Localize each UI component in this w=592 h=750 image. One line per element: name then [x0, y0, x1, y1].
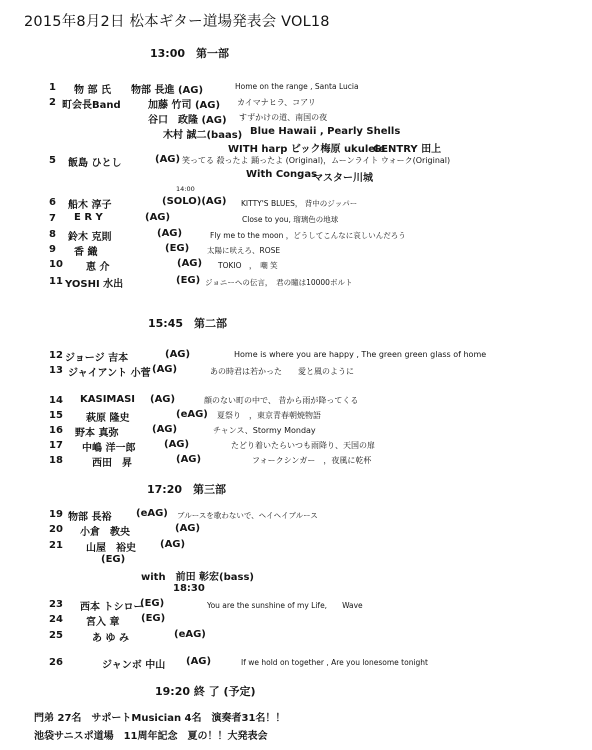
entry-performer: WITH harp ビック梅原 ukulele [228, 144, 386, 155]
entry-number: 17 [49, 440, 63, 451]
entry-performer: (AG) [150, 394, 176, 405]
entry-name: 物部 長裕 [68, 512, 112, 523]
entry-name: KASIMASI [80, 394, 136, 405]
entry-number: 14 [49, 395, 63, 406]
entry-performer: With Congas [246, 169, 318, 180]
entry-performer: (AG) [145, 212, 171, 223]
entry-name: 香 織 [74, 247, 98, 258]
entry-name: 鈴木 克則 [68, 232, 112, 243]
entry-name: ジャンボ 中山 [102, 660, 166, 671]
entry-performer: (AG) [152, 364, 178, 375]
entry-number: 19 [49, 509, 63, 520]
entry-performer: (eAG) [136, 508, 168, 519]
entry-performer: 木村 誠二(baas) [163, 130, 243, 141]
entry-songs: 太陽に吠えろ、ROSE [207, 246, 281, 255]
entry-number: 7 [49, 213, 56, 224]
entry-name: ジョージ 吉本 [65, 353, 129, 364]
entry-songs: TOKIO ， 嘲 笑 [218, 261, 278, 270]
entry-name: YOSHI 水出 [65, 279, 124, 290]
entry-number: 21 [49, 540, 63, 551]
entry-number: 18 [49, 455, 63, 466]
entry-performer: (EG) [101, 554, 126, 565]
entry-performer: 加藤 竹司 (AG) [148, 100, 221, 111]
entry-name: 萩原 隆史 [86, 413, 130, 424]
entry-name: 船木 淳子 [68, 200, 112, 211]
footer-summary: 門弟 27名 サポートMusician 4名 演奏者31名！！ [34, 713, 286, 724]
entry-number: 25 [49, 630, 63, 641]
entry-performer: (AG) [186, 656, 212, 667]
entry-name: 小倉 教央 [80, 527, 130, 538]
entry-name: 西田 昇 [92, 458, 132, 469]
section-heading-part1: 13:00 第一部 [150, 47, 230, 60]
entry-name: 野本 真弥 [75, 428, 119, 439]
entry-songs: 夏祭り ，東京青春朝焼物語 [217, 411, 321, 420]
entry-songs: If we hold on together , Are you lonesome tonight [241, 658, 428, 667]
entry-name: 飯島 ひとし [68, 158, 122, 169]
entry-name: 物 部 氏 [74, 85, 111, 96]
entry-songs: Home is where you are happy , The green green glass of home [234, 350, 487, 359]
section-heading-part2: 15:45 第二部 [148, 317, 228, 330]
entry-number: 2 [49, 97, 56, 108]
entry-songs: マスター川城 [313, 173, 373, 184]
entry-performer: (AG) [160, 539, 186, 550]
entry-performer: (eAG) [174, 629, 206, 640]
entry-performer: (AG) [155, 154, 181, 165]
entry-songs: You are the sunshine of my Life, Wave [207, 601, 363, 610]
entry-songs: Fly me to the moon ，どうしてこんなに哀しいんだろう [210, 231, 406, 240]
entry-name: あ ゆ み [92, 633, 129, 644]
interlude-time: 18:30 [173, 583, 205, 594]
entry-number: 20 [49, 524, 63, 535]
entry-number: 11 [49, 276, 63, 287]
entry-performer: (EG) [141, 613, 166, 624]
entry-performer: (AG) [165, 349, 191, 360]
page-title: 2015年8月2日 松本ギター道場発表会 VOL18 [24, 14, 330, 30]
entry-songs: KITTY'S BLUES， 背中のジッパー [241, 199, 358, 208]
entry-number: 26 [49, 657, 63, 668]
entry-performer: (SOLO)(AG) [162, 196, 227, 207]
entry-number: 5 [49, 155, 56, 166]
entry-performer: (AG) [177, 258, 203, 269]
entry-songs: フォークシンガー ，夜風に乾杯 [252, 456, 372, 465]
entry-name: 山屋 裕史 [86, 543, 136, 554]
entry-songs: すずかけの道、南国の夜 [239, 113, 328, 122]
entry-number: 16 [49, 425, 63, 436]
entry-songs: GENTRY 田上 [373, 144, 442, 155]
entry-number: 6 [49, 197, 56, 208]
entry-performer: (EG) [176, 275, 201, 286]
entry-number: 12 [49, 350, 63, 361]
entry-songs: あの時君は若かった 愛と風のように [210, 367, 354, 376]
end-time: 19:20 終 了 (予定) [155, 685, 256, 698]
section-heading-part3: 17:20 第三部 [147, 483, 227, 496]
footer-event: 池袋サニスポ道場 11周年記念 夏の！！大発表会 [34, 731, 268, 742]
entry-performer: (EG) [165, 243, 190, 254]
interlude-time: 14:00 [176, 185, 195, 193]
entry-name: 町会長Band [62, 100, 121, 111]
entry-name: 恵 介 [86, 262, 110, 273]
entry-performer: 谷口 政隆 (AG) [148, 115, 227, 126]
entry-number: 23 [49, 599, 63, 610]
entry-songs: カイマナヒラ、コアリ [237, 98, 316, 107]
entry-performer: 物部 長進 (AG) [131, 85, 204, 96]
entry-songs: ジョニーへの伝言， 君の瞳は10000ボルト [205, 278, 353, 287]
entry-performer: (eAG) [176, 409, 208, 420]
entry-number: 15 [49, 410, 63, 421]
entry-number: 8 [49, 229, 56, 240]
entry-performer: (EG) [140, 598, 165, 609]
entry-number: 1 [49, 82, 56, 93]
entry-songs: チャンス、Stormy Monday [213, 426, 316, 435]
entry-songs: たどり着いたらいつも雨降り、天国の扉 [231, 441, 375, 450]
entry-songs: 顔のない町の中で、 昔から雨が降ってくる [204, 396, 359, 405]
entry-performer: with 前田 彰宏(bass) [141, 572, 254, 583]
entry-songs: ブルースを歌わないで、ヘイヘイブルース [177, 511, 318, 520]
entry-performer: (AG) [175, 523, 201, 534]
entry-performer: (AG) [164, 439, 190, 450]
entry-number: 9 [49, 244, 56, 255]
entry-number: 10 [49, 259, 63, 270]
entry-songs: Close to you, 瑠璃色の地球 [242, 215, 339, 224]
entry-name: 西本 トシロー [80, 602, 144, 613]
entry-songs: Home on the range , Santa Lucia [235, 82, 359, 91]
entry-performer: (AG) [176, 454, 202, 465]
entry-number: 24 [49, 614, 63, 625]
entry-performer: (AG) [157, 228, 183, 239]
entry-songs: Blue Hawaii , Pearly Shells [250, 126, 401, 137]
entry-name: ジャイアント 小菅 [68, 368, 151, 379]
entry-songs: 笑ってる 殺ったよ 踊ったよ (Original)，ムーンライト ウォーク(Original) [182, 156, 451, 165]
entry-number: 13 [49, 365, 63, 376]
entry-name: E R Y [74, 212, 103, 223]
entry-performer: (AG) [152, 424, 178, 435]
entry-name: 中嶋 洋一郎 [82, 443, 136, 454]
entry-name: 宮入 章 [86, 617, 120, 628]
